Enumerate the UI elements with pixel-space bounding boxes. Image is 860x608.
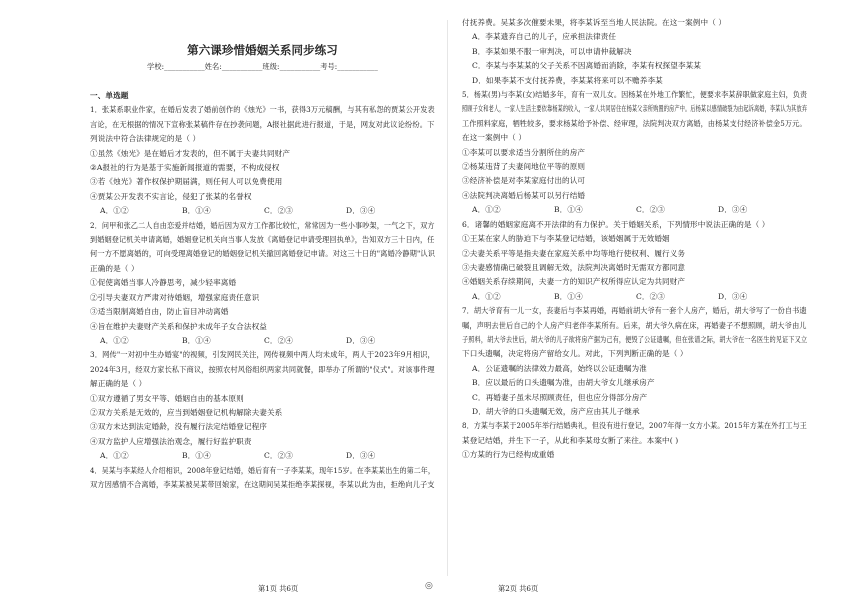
section-heading: 一、单选题: [90, 91, 129, 100]
left-column: [90, 16, 435, 492]
text-line: 双方因感情不合离婚，李某某被吴某带回娘家，在这期间吴某拒绝李某探视，李某以此为由，拒绝向儿子支: [90, 479, 435, 489]
text-line: 子照料，胡大爷去世后，胡大爷的儿子欲将房产据为己有，便毁了公证遗嘱，但在张谱之际，胡大爷在一名医生的见证下又立: [462, 334, 808, 344]
answer-choice: A．①②: [100, 451, 129, 461]
text-line: ②引导夫妻双方严肃对待婚姻，增强家庭责任意识: [90, 292, 260, 302]
text-line: ④法院判决离婚后杨某可以另行结婚: [462, 190, 586, 200]
answer-choice: D．③④: [718, 205, 748, 215]
text-line: ②双方关系是无效的，应当到婚姻登记机构解除夫妻关系: [90, 407, 283, 417]
text-line: 2．问甲和张乙二人自由恋爱并结婚，婚后因为双方工作都比较忙，常常因为一些小事吵架，一气之下，双方: [90, 220, 435, 230]
text-line: ③若《烛光》著作权保护期届满，则任何人可以免费使用: [90, 177, 283, 187]
option-line: A．公证遗嘱的法律效力最高，始终以公证遗嘱为准: [472, 363, 647, 373]
text-line: ③适当限制离婚自由，防止盲目冲动离婚: [90, 307, 229, 317]
text-line: ④婚姻关系存续期间，夫妻一方的知识产权所得应认定为共同财产: [462, 277, 686, 287]
option-line: C．李某与李某某的父子关系不因离婚而消除，李某有权探望李某某: [472, 61, 702, 71]
text-line: 下口头遗嘱，决定将房产留给女儿。对此，下列判断正确的是（ ）: [462, 349, 688, 359]
right-column: [462, 16, 807, 463]
text-line: 在这一案例中（ ）: [462, 133, 527, 143]
text-line: ②杨某违背了夫妻间地位平等的原则: [462, 162, 586, 172]
page-title: 第六课珍惜婚姻关系同步练习: [187, 43, 338, 57]
answer-choice: A．①②: [100, 335, 129, 345]
text-line: 言论，在无根据的情况下宣称张某稿件存在抄袭问题，A报社据此进行报道，于是，网友对此议论纷纷。下: [90, 119, 435, 129]
answer-choices: [462, 203, 807, 217]
student-info-line: 学校:___________姓名:___________班级:___________考号:___________: [147, 62, 378, 71]
text-line: ②A报社的行为是基于实施新闻报道的需要，不构成侵权: [90, 163, 280, 173]
option-line: B．应以最后的口头遗嘱为准，由胡大爷女儿继承房产: [472, 378, 655, 388]
text-line: 8．方某与李某于2005年举行结婚典礼，但没有进行登记，2007年得一女方小某。2015年方某在外打工与王: [462, 421, 807, 431]
answer-choice: B．①④: [554, 291, 583, 301]
answer-choice: B．①④: [182, 451, 211, 461]
option-line: A．李某遗弃自己的儿子，应承担法律责任: [472, 32, 617, 42]
column-divider: [447, 20, 448, 576]
right-column-body: [462, 16, 807, 463]
text-line: ①王某在家人的胁迫下与李某登记结婚，该婚姻属于无效婚姻: [462, 234, 670, 244]
text-line: 付抚养费。吴某多次催要未果，将李某诉至当地人民法院。在这一案例中（ ）: [462, 18, 727, 27]
left-column-body: [90, 103, 435, 492]
option-line: D．如果李某不支付抚养费，李某某将来可以不赡养李某: [472, 75, 663, 85]
answer-choice: D．③④: [718, 291, 748, 301]
answer-choices: [90, 334, 435, 348]
text-line: ④双方监护人应增强法治观念，履行好监护职责: [90, 436, 252, 446]
answer-choice: D．③④: [346, 335, 376, 345]
answer-choice: D．③④: [346, 206, 376, 216]
option-line: B．李某如果不服一审判决，可以申请仲裁解决: [472, 46, 632, 56]
text-line: 工作照料家庭，牺牲较多，要求杨某给予补偿、经审理，法院判决双方离婚，由杨某支付经济补偿金5万元。: [462, 118, 807, 128]
page-number-right: 第2页 共6页: [498, 584, 539, 593]
text-line: ④贾某公开发表不实言论，侵犯了张某的名誉权: [90, 191, 252, 201]
answer-choice: C．②③: [264, 451, 293, 461]
text-line: 某登记结婚，并生下一子，从此和李某母女断了来往。本案中( ): [462, 435, 679, 445]
text-line: ①双方遵循了男女平等、婚姻自由的基本原则: [90, 393, 244, 403]
text-line: ①促使离婚当事人冷静思考，减少轻率离婚: [90, 278, 237, 288]
answer-choice: A．①②: [100, 206, 129, 216]
text-line: ①虽然《烛光》是在婚后才发表的，但不属于夫妻共同财产: [90, 148, 291, 158]
text-line: 7．胡大爷育有一儿一女，丧妻后与李某再婚，再婚前胡大爷有一套个人房产，婚后，胡大爷写了一份自书遗: [462, 306, 807, 316]
answer-choice: B．①④: [554, 205, 583, 215]
text-line: ③夫妻感情确已破裂且调解无效，法院判决离婚时无需双方都同意: [462, 262, 686, 272]
answer-choice: B．①④: [182, 206, 211, 216]
text-line: ③双方未达到法定婚龄，没有履行法定结婚登记程序: [90, 422, 267, 432]
text-line: 嘱，声明去世后自己的个人房产归老伴李某所有。后来，胡大爷久病在床，再婚妻子不想照顾，胡大爷由儿: [462, 320, 807, 330]
text-line: ③经济补偿是对李某家庭付出的认可: [462, 176, 586, 186]
text-line: 到婚姻登记机关申请离婚，婚姻登记机关向当事人发放《离婚登记申请受理回执单》，告知双方三十日内，任: [90, 235, 435, 245]
answer-choice: C．②③: [264, 206, 293, 216]
text-line: 6．诸馨的婚姻家庭离不开法律的有力保护。关于婚姻关系，下列情形中说法正确的是（ ）: [462, 219, 770, 229]
answer-choice: D．③④: [346, 451, 376, 461]
text-line: 2024年3月，经双方家长私下商议，按照农村风俗组织两家共同就餐，即举办了所谓的"仪式"。对该事件理: [90, 364, 435, 374]
answer-choices: [462, 290, 807, 304]
text-line: 5．杨某(男)与李某(女)结婚多年，育有一双儿女。因杨某在外地工作繁忙，便要求李某辞职做家庭主妇，负责: [462, 90, 808, 100]
option-line: D．胡大爷的口头遗嘱无效，房产应由其儿子继承: [472, 406, 640, 416]
answer-choice: B．①④: [182, 335, 211, 345]
text-line: 照顾子女和老人，一家人生活主要依靠杨某的收入，一家人共同居住在杨某父亲所购置的房产中。后杨某以感情破裂为由起诉离婚，李某认为其放弃: [462, 104, 808, 114]
binding-mark: ◎: [425, 581, 433, 591]
answer-choice: C．②③: [636, 205, 665, 215]
answer-choices: [90, 204, 435, 218]
text-line: 列说法中符合法律规定的是（ ）: [90, 134, 201, 144]
page-number-left: 第1页 共6页: [258, 584, 299, 593]
answer-choices: [90, 449, 435, 463]
answer-choice: C．②④: [264, 335, 293, 345]
answer-choice: C．②③: [636, 291, 665, 301]
text-line: 正确的是（ ）: [90, 263, 139, 273]
text-line: ①李某可以要求适当分割所住的房产: [462, 147, 586, 157]
answer-choice: A．①②: [472, 205, 501, 215]
text-line: 1．张某系职业作家，在婚后发表了婚前创作的《烛光》一书，获得3万元稿酬，与其有私怨的贾某公开发表: [90, 105, 435, 115]
text-line: ②夫妻关系平等是指夫妻在家庭关系中均等地行使权利、履行义务: [462, 248, 686, 258]
text-line: ①方某的行为已经构成重婚: [462, 450, 555, 460]
answer-choice: A．①②: [472, 291, 501, 301]
text-line: 何一方不愿离婚的，可向受理离婚登记的婚姻登记机关撤回离婚登记申请。对这三十日的"离婚冷静期"认识: [90, 249, 436, 259]
text-line: 3．网传"一对初中生办婚宴"的视频，引发网民关注，网传视频中两人均未成年，两人于2023年9月相识，: [90, 350, 435, 360]
text-line: 4．吴某与李某经人介绍相识，2008年登记结婚，婚后育有一子李某某，现年15岁。在李某某出生的第二年，: [90, 465, 436, 475]
option-line: C．再婚妻子虽未尽照顾责任，但也应分得部分房产: [472, 392, 648, 402]
text-line: 解正确的是（ ）: [90, 379, 147, 389]
text-line: ④旨在维护夫妻财产关系和保护未成年子女合法权益: [90, 321, 267, 331]
